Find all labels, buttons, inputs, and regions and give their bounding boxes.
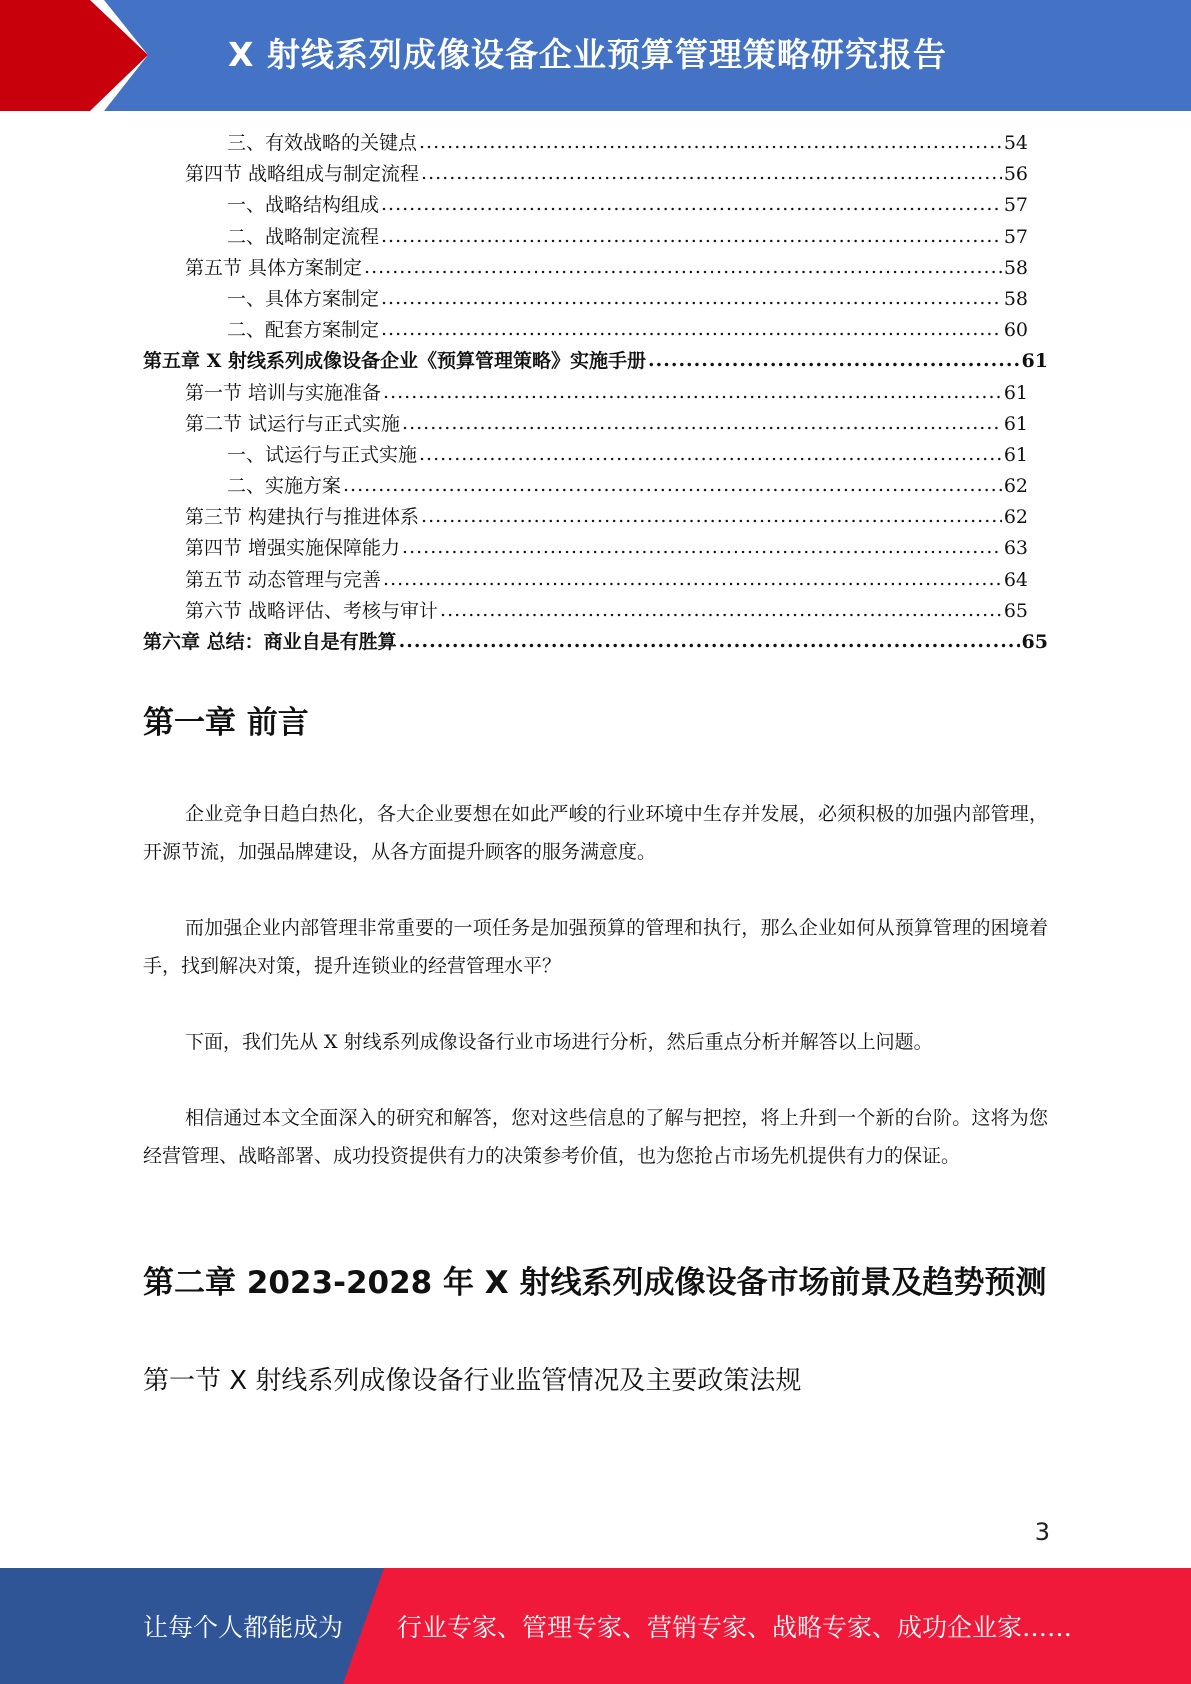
toc-leader-dots [343, 470, 1002, 501]
toc-entry-title: 二、战略制定流程 [227, 225, 380, 248]
toc-entry[interactable] [143, 253, 1048, 284]
toc-entry[interactable] [143, 565, 1048, 596]
toc-entry-page: 58 [1003, 287, 1028, 310]
toc-leader-dots [421, 501, 1002, 532]
toc-entry-page: 61 [1003, 381, 1028, 404]
toc-entry-title: 第六节 战略评估、考核与审计 [185, 599, 439, 622]
toc-entry-page: 61 [1003, 443, 1028, 466]
toc-entry-title: 三、有效战略的关键点 [227, 132, 418, 154]
toc-entry[interactable] [143, 471, 1048, 502]
toc-leader-dots [440, 595, 1002, 626]
report-title: X 射线系列成像设备企业预算管理策略研究报告 [228, 35, 947, 74]
toc-entry-page: 61 [1003, 412, 1028, 435]
toc-leader-dots [383, 377, 1002, 408]
toc-entry-title: 第五节 动态管理与完善 [185, 568, 382, 591]
toc-entry[interactable] [143, 378, 1048, 409]
toc-entry-title: 第二节 试运行与正式实施 [185, 412, 401, 435]
toc-entry-title: 第四节 增强实施保障能力 [185, 537, 401, 560]
toc-entry[interactable] [143, 409, 1048, 440]
toc-entry-title: 一、战略结构组成 [227, 194, 380, 217]
toc-entry-page: 62 [1003, 475, 1028, 498]
toc-entry-title: 第一节 培训与实施准备 [185, 381, 382, 404]
toc-leader-dots [383, 564, 1002, 595]
section-1-heading: 第一节 X 射线系列成像设备行业监管情况及主要政策法规 [143, 1366, 802, 1396]
header-banner [0, 0, 1191, 111]
toc-entry-page: 54 [1003, 132, 1028, 154]
footer-slogan-left: 让每个人都能成为 [143, 1613, 344, 1642]
toc-leader-dots [402, 408, 1002, 439]
toc-entry-page: 58 [1003, 256, 1028, 279]
toc-entry-page: 57 [1003, 194, 1028, 217]
toc-entry[interactable] [143, 128, 1048, 159]
toc-leader-dots [381, 314, 1002, 345]
toc-entry-title: 第六章 总结：商业自是有胜算 [143, 631, 397, 653]
toc-leader-dots [419, 127, 1002, 158]
paragraph-2: 而加强企业内部管理非常重要的一项任务是加强预算的管理和执行，那么企业如何从预算管理的困境着手，找到解决对策，提升连锁业的经营管理水平？ [143, 917, 1048, 977]
toc-entry[interactable] [143, 440, 1048, 471]
toc-entry[interactable] [143, 627, 1048, 658]
paragraph-4: 相信通过本文全面深入的研究和解答，您对这些信息的了解与把控，将上升到一个新的台阶。这将为您经营管理、战略部署、成功投资提供有力的决策参考价值，也为您抢占市场先机提供有力的保证。 [143, 1107, 1048, 1167]
header-red-arrow [0, 0, 148, 111]
chapter-2-heading: 第二章 2023-2028 年 X 射线系列成像设备市场前景及趋势预测 [143, 1265, 1047, 1301]
toc-entry[interactable] [143, 346, 1048, 377]
toc-entry-title: 二、实施方案 [227, 475, 342, 498]
toc-entry-page: 64 [1003, 568, 1028, 591]
toc-entry-page: 60 [1003, 319, 1028, 342]
toc-entry-page: 62 [1003, 506, 1028, 529]
toc-entry-page: 56 [1003, 163, 1028, 186]
paragraph-3: 下面，我们先从 X 射线系列成像设备行业市场进行分析，然后重点分析并解答以上问题。 [185, 1031, 933, 1053]
toc-entry-page: 63 [1003, 537, 1028, 560]
toc-entry[interactable] [143, 222, 1048, 253]
toc-entry-page: 57 [1003, 225, 1028, 248]
toc-entry-title: 一、具体方案制定 [227, 287, 380, 310]
toc-entry-title: 二、配套方案制定 [227, 319, 380, 342]
toc-leader-dots [381, 189, 1002, 220]
toc-leader-dots [419, 439, 1002, 470]
paragraph-1: 企业竞争日趋白热化，各大企业要想在如此严峻的行业环境中生存并发展，必须积极的加强内部管理，开源节流，加强品牌建设，从各方面提升顾客的服务满意度。 [143, 803, 1048, 863]
toc-leader-dots [364, 252, 1002, 283]
toc-entry[interactable] [143, 533, 1048, 564]
toc-entry[interactable] [143, 315, 1048, 346]
footer-banner [0, 1568, 1191, 1684]
toc-entry-title: 第五节 具体方案制定 [185, 256, 363, 279]
toc-entry-title: 第五章 X 射线系列成像设备企业《预算管理策略》实施手册 [143, 350, 646, 373]
footer-slogan-right: 行业专家、管理专家、营销专家、战略专家、成功企业家…… [397, 1613, 1073, 1642]
toc-leader-dots [648, 345, 1020, 376]
toc-entry[interactable] [143, 502, 1048, 533]
toc-entry-page: 61 [1021, 350, 1048, 373]
toc-entry[interactable] [143, 596, 1048, 627]
toc-leader-dots [402, 532, 1002, 563]
toc-leader-dots [399, 626, 1020, 657]
toc-entry-title: 一、试运行与正式实施 [227, 443, 418, 466]
toc-entry-title: 第三节 构建执行与推进体系 [185, 506, 420, 529]
toc-entry[interactable] [143, 284, 1048, 315]
toc-leader-dots [381, 283, 1002, 314]
toc-leader-dots [381, 221, 1002, 252]
toc-entry[interactable] [143, 190, 1048, 221]
chapter-1-heading: 第一章 前言 [143, 705, 309, 741]
toc-entry-title: 第四节 战略组成与制定流程 [185, 163, 420, 186]
toc-leader-dots [421, 158, 1002, 189]
toc-entry-page: 65 [1003, 599, 1028, 622]
table-of-contents [143, 128, 1048, 658]
toc-entry-page: 65 [1021, 631, 1048, 653]
page-number: 3 [1034, 1518, 1050, 1546]
toc-entry[interactable] [143, 159, 1048, 190]
